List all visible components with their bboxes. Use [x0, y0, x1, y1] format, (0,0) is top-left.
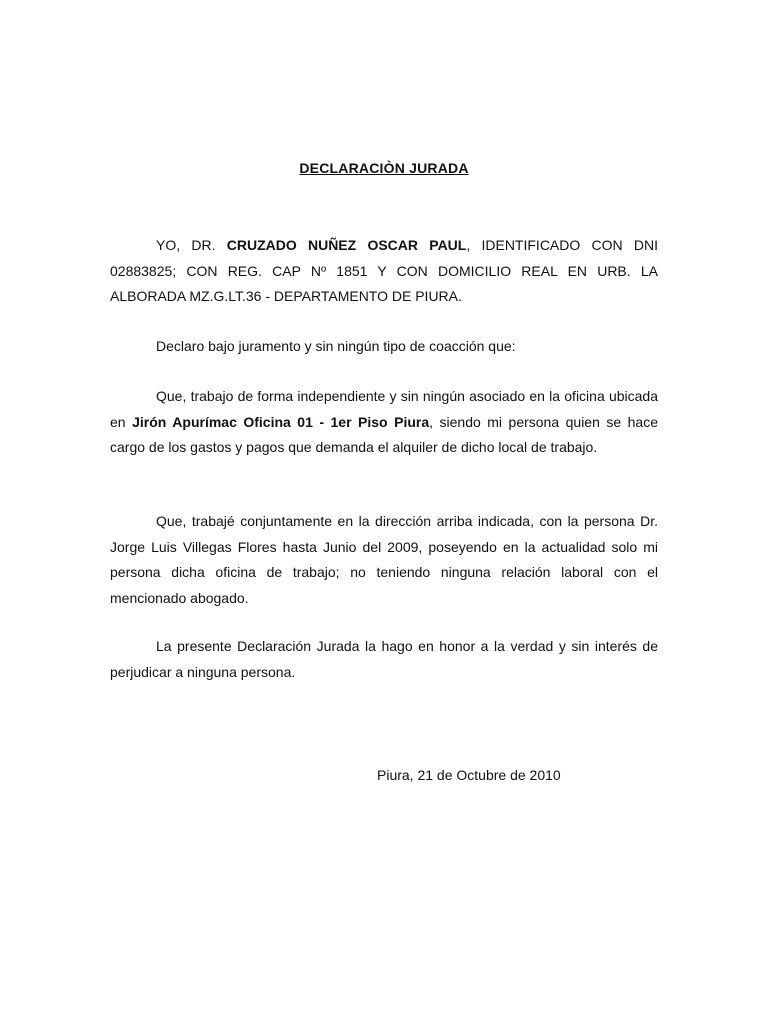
prior-partner-paragraph: Que, trabajé conjuntamente en la dirección arriba indicada, con la persona Dr. Jorge Luis Villegas Flores hasta Junio del 2009, poseyendo en la actualidad solo mi persona dicha oficina de trabajo; no teniendo ninguna relación laboral con el mencionado abogado.	[110, 513, 658, 606]
oath-paragraph: Declaro bajo juramento y sin ningún tipo de coacción que:	[156, 338, 516, 354]
declarant-name: CRUZADO NUÑEZ OSCAR PAUL	[226, 237, 467, 253]
document-title: DECLARACIÒN JURADA	[299, 160, 469, 176]
declarant-details: , IDENTIFICADO CON DNI 02883825; CON REG. CAP Nº 1851 Y CON DOMICILIO REAL EN URB. LA ALBORADA MZ.G.LT.36 - DEPARTAMENTO DE PIURA.	[110, 237, 658, 304]
office-intro: Que, trabajo de forma independiente y sin ningún asociado en la oficina ubicada en	[110, 388, 658, 430]
office-paragraph	[110, 384, 658, 461]
place-date: Piura, 21 de Octubre de 2010	[377, 767, 561, 783]
honor-paragraph: La presente Declaración Jurada la hago en honor a la verdad y sin interés de perjudicar a ninguna persona.	[110, 638, 658, 680]
declarant-intro: YO, DR.	[156, 237, 227, 253]
declarant-paragraph	[110, 233, 658, 310]
office-details: , siendo mi persona quien se hace cargo de los gastos y pagos que demanda el alquiler de dicho local de trabajo.	[110, 413, 659, 455]
office-location: Jirón Apurímac Oficina 01 - 1er Piso Piura	[132, 413, 430, 430]
